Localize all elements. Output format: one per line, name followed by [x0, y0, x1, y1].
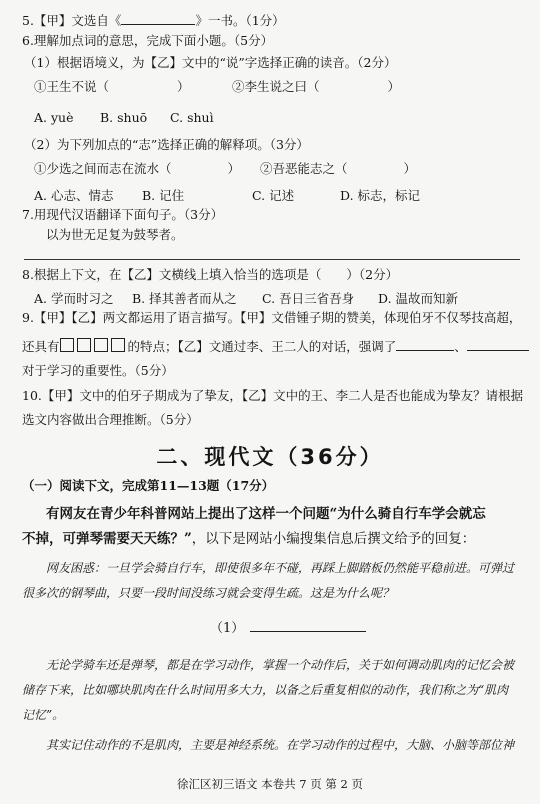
page-footer: 徐汇区初三语文 本卷共 7 页 第 2 页 — [176, 777, 364, 791]
paren-close: ） — [387, 79, 401, 94]
q6-sub2-b-text: ②吾恶能志之（ — [260, 161, 348, 176]
q6-sub1-b-text: ②李生说之曰（ — [232, 79, 320, 94]
q6-sub1: （1）根据语境义，为【乙】文中的“说”字选择正确的读音。（2分） — [24, 55, 397, 70]
question-10-line1: 10.【甲】文中的伯牙子期成为了挚友，【乙】文中的王、李二人是否也能成为挚友？请根据 — [22, 388, 524, 403]
intro-line1: 有网友在青少年科普网站上提出了这样一个问题“为什么骑自行车学会就忘 — [46, 506, 486, 522]
q8-option-c: C. 吾日三省吾身 — [262, 291, 355, 306]
para1-line1: 无论学骑车还是弹琴，都是在学习动作，掌握一个动作后，关于如何调动肌肉的记忆会被 — [46, 658, 515, 672]
q6-sub2-b — [260, 161, 416, 177]
subtitle-label: （1） — [210, 621, 245, 636]
q6-sub1-b — [232, 79, 400, 95]
q9-blank-2[interactable] — [467, 338, 529, 351]
question-9-line3: 对于学习的重要性。（5分） — [22, 363, 174, 378]
q8-option-b: B. 择其善者而从之 — [132, 291, 237, 306]
q9-line2-a: 还具有 — [22, 339, 60, 354]
subtitle-1 — [210, 619, 366, 637]
netizen-line2: 很多次的钢琴曲，只要一段时间没练习就会变得生疏。这是为什么呢？ — [22, 586, 395, 600]
q9-blank-1[interactable] — [396, 338, 454, 351]
q8-option-d: D. 温故而知新 — [378, 291, 459, 306]
q6-sub2-option-c: C. 记述 — [252, 188, 295, 203]
q5-prefix: 5.【甲】文选自《 — [22, 13, 122, 28]
part-1-stem: （一）阅读下文，完成第11—13题（17分） — [22, 478, 275, 493]
answer-box[interactable] — [94, 338, 108, 352]
section-title: 二、现代文（36分） — [156, 445, 384, 469]
netizen-line1: 网友困惑：一旦学会骑自行车，即使很多年不碰，再踩上脚踏板仍然能平稳前进。可弹过 — [46, 561, 515, 575]
paren-close: ） — [403, 161, 417, 176]
answer-box[interactable] — [111, 338, 125, 352]
q6-sub2-option-d: D. 标志，标记 — [340, 188, 421, 203]
question-5 — [22, 12, 285, 29]
q6-sub1-a — [34, 79, 190, 95]
q8-option-a: A. 学而时习之 — [34, 291, 114, 306]
q5-blank[interactable] — [121, 12, 195, 25]
q6-sub2-a — [34, 161, 240, 177]
q6-sub1-a-text: ①王生不说（ — [34, 79, 110, 94]
paren-close: ） — [177, 79, 190, 94]
question-10-line2: 选文内容做出合理推断。（5分） — [22, 412, 199, 427]
q6-sub2-option-b: B. 记住 — [142, 188, 185, 203]
answer-box[interactable] — [77, 338, 91, 352]
answer-box[interactable] — [60, 338, 74, 352]
q6-sub1-option-a: A. yuè — [34, 110, 74, 125]
question-9-line2 — [22, 338, 529, 355]
divider — [24, 259, 520, 260]
paren-close: ） — [227, 161, 241, 176]
intro-line2 — [22, 531, 475, 547]
q6-sub2-option-a: A. 心志、情志 — [34, 188, 114, 203]
q7-sentence: 以为世无足复为鼓琴者。 — [46, 227, 184, 242]
para1-line2: 储存下来，比如哪块肌肉在什么时间用多大力，以备之后重复相似的动作，我们称之为“肌肉 — [22, 683, 509, 697]
q9-line2-b: 的特点；【乙】文通过李、王二人的对话，强调了 — [127, 339, 397, 354]
q9-boxes[interactable] — [60, 339, 128, 354]
question-6-stem: 6.理解加点词的意思，完成下面小题。（5分） — [22, 33, 274, 48]
intro-question-end: 不掉，可弹琴需要天天练？” — [22, 531, 192, 547]
para1-line3: 记忆”。 — [22, 708, 65, 722]
q9-line2-c: 、 — [454, 339, 467, 354]
q6-sub2: （2）为下列加点的“志”选择正确的解释项。（3分） — [24, 137, 309, 152]
para2-line1: 其实记住动作的不是肌肉，主要是神经系统。在学习动作的过程中，大脑、小脑等部位神 — [46, 738, 515, 752]
question-8-stem: 8.根据上下文，在【乙】文横线上填入恰当的选项是（ ）（2分） — [22, 267, 399, 282]
intro-line2-rest: ，以下是网站小编搜集信息后撰文给予的回复： — [191, 531, 476, 547]
q6-sub2-a-text: ①少选之间而志在流水（ — [34, 161, 172, 176]
question-9-line1: 9.【甲】【乙】两文都运用了语言描写。【甲】文借锺子期的赞美，体现伯牙不仅琴技高超， — [22, 310, 522, 325]
q6-sub1-option-c: C. shuì — [170, 110, 214, 125]
subtitle-blank[interactable] — [250, 619, 366, 632]
q6-sub1-option-b: B. shuō — [100, 110, 148, 125]
question-7-stem: 7.用现代汉语翻译下面句子。（3分） — [22, 207, 224, 222]
q5-suffix: 》一书。（1分） — [195, 13, 285, 28]
